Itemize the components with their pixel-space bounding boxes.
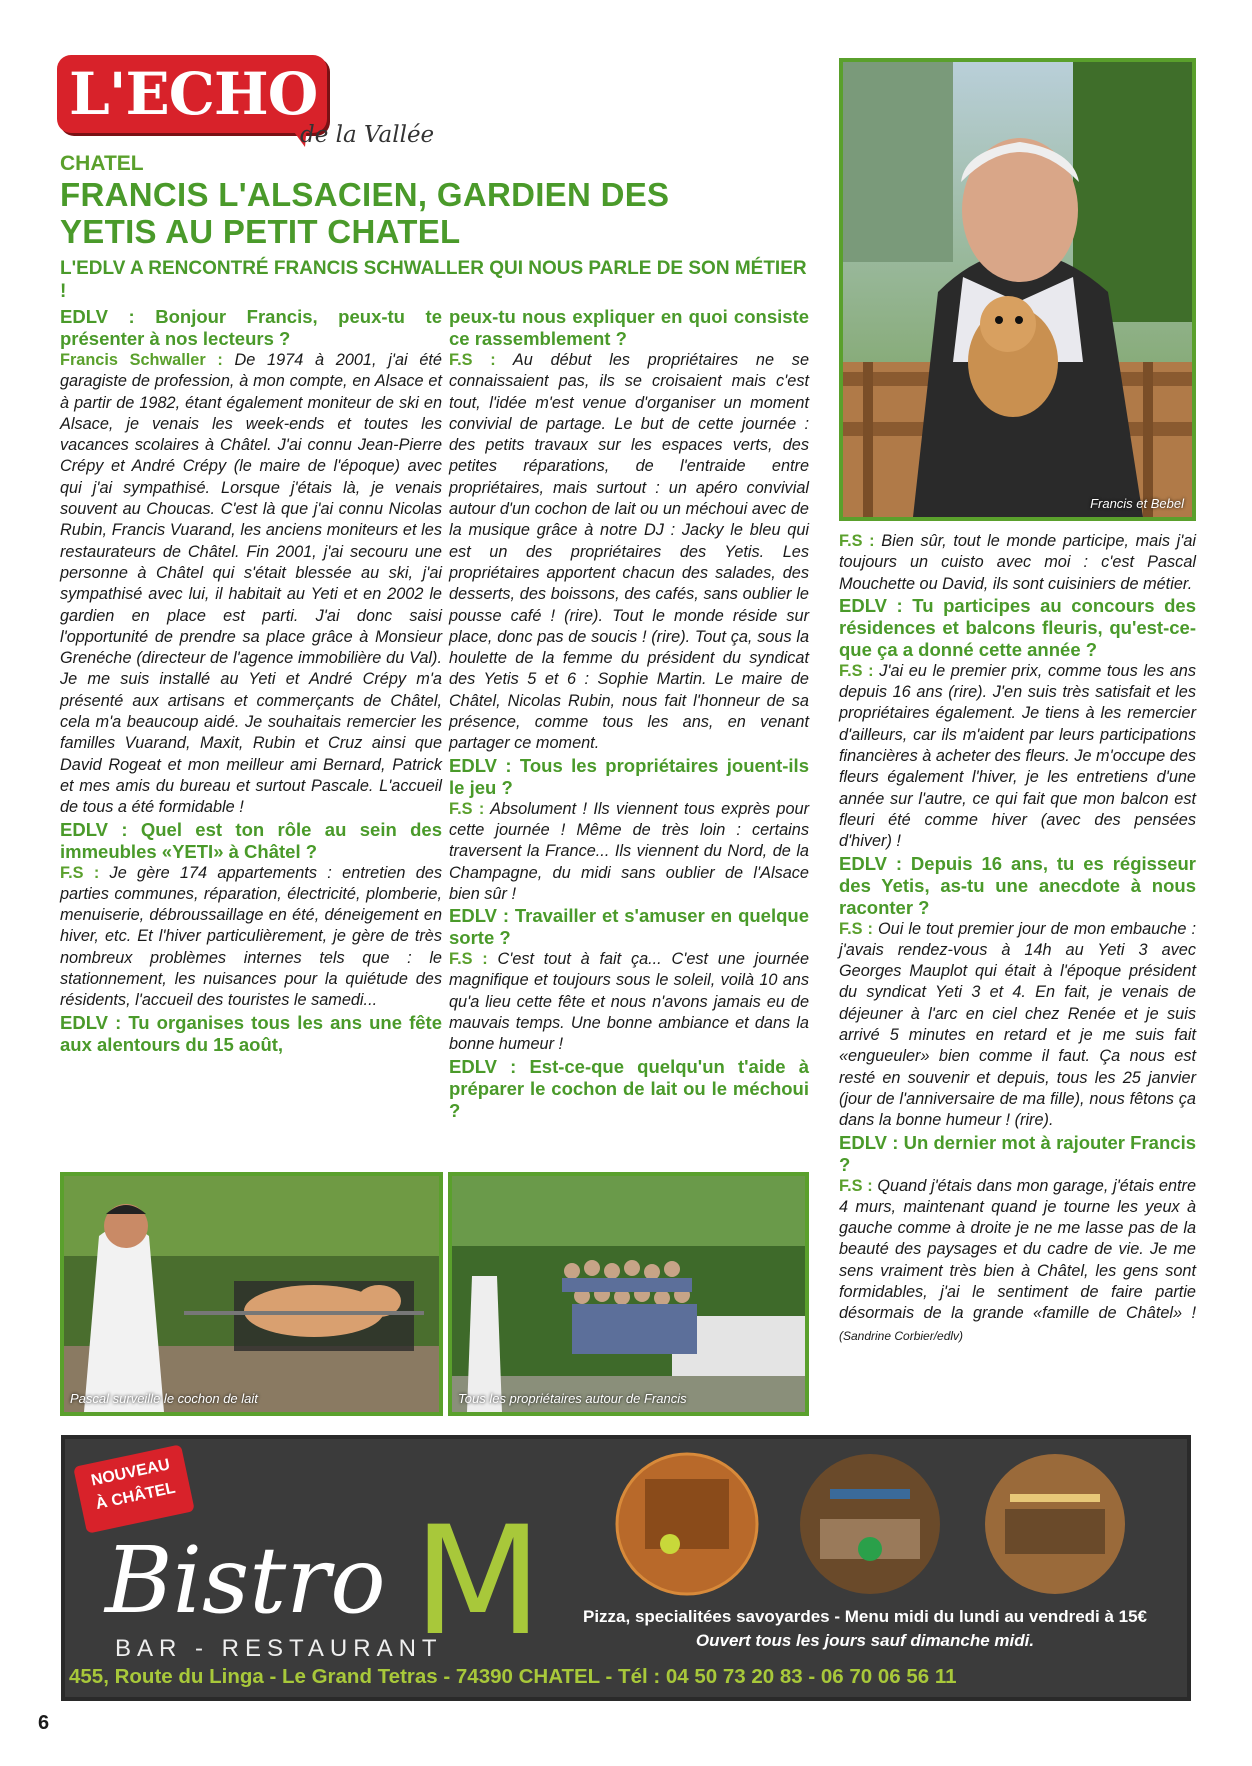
answer: Quand j'étais dans mon garage, j'étais entre 4 murs, maintenant quand je tourne les yeux à gauche comme à droite je ne me lasse pas de la beauté des paysages et du cadre de vie. Je me sens vraiment très bien à Châtel, les gens sont formidables, j'ai le sentiment de faire partie désormais de la grande «famille de Châtel» !: [839, 1176, 1197, 1323]
article-standfirst: L'EDLV A RENCONTRÉ FRANCIS SCHWALLER QUI NOUS PARLE DE SON MÉTIER !: [60, 258, 807, 302]
speaker: F.S :: [839, 661, 874, 680]
brand-name: Bistro: [105, 1527, 386, 1634]
question: EDLV : Est-ce-que quelqu'un t'aide à préparer le cochon de lait ou le méchoui ?: [449, 1055, 809, 1121]
photo-pascal-caption: Pascal surveille le cochon de lait: [70, 1391, 258, 1406]
speaker: F.S :: [449, 950, 488, 969]
answer: Au début les propriétaires ne se connaissaient pas, ils se croisaient mais c'est tout, l'idée m'est venue d'organiser un moment convivial de partage. Le but de cette journée : des petits travaux sur les espaces verts, des petites réparations, de l'entraide entre propriétaires, mais surtout : un apéro convivial autour d'un cochon de lait ou un méchoui avec de la musique grâce à notre DJ : Jacky le bleu qui est un des propriétaires des Yetis. Les propriétaires apportent chacun des salades, des desserts, des boissons, des cafés, sans oublier le pousse café ! (rire). Tout le monde réside sur place, donc pas de soucis ! (rire). Tout ça, sous la houlette de la femme du président du syndicat des Yetis 5 et 6 : Sophie Martin. Le maire de Châtel, Nicolas Rubin, nous fait l'honneur de sa présence, comme tous les ans, en venant partager ce moment.: [449, 351, 809, 753]
photo-francis: [839, 58, 1196, 521]
answer: J'ai eu le premier prix, comme tous les ans depuis 16 ans (rire). J'en suis très satisfait et les propriétaires également. Je tiens à les remercier d'ailleurs, car ils m'aident par leurs participations financières à acheter des fleurs. Je m'occupe des fleurs également l'hiver, je les entretiens d'une année sur l'autre, ce qui fait que mon balcon est fleuri été comme hiver (avec des pensées d'hiver) !: [839, 661, 1197, 851]
answer: Bien sûr, tout le monde participe, mais j'ai toujours un cuisto avec moi : c'est Pascal Mouchette ou David, ils sont cuisiniers de métier.: [839, 532, 1197, 593]
question: EDLV : Bonjour Francis, peux-tu te présenter à nos lecteurs ?: [60, 306, 442, 349]
logo-subtitle: de la Vallée: [300, 122, 435, 148]
question: EDLV : Quel est ton rôle au sein des immeubles «YETI» à Châtel ?: [60, 818, 442, 862]
photo-pascal: [60, 1172, 443, 1416]
question: EDLV : Depuis 16 ans, tu es régisseur des Yetis, as-tu une anecdote à nous raconter ?: [839, 852, 1196, 918]
question: EDLV : Tu organises tous les ans une fête aux alentours du 15 août,: [60, 1011, 442, 1055]
article-column-1: [60, 306, 442, 1056]
ad-offer-line: Pizza, specialitées savoyardes - Menu midi du lundi au vendredi à 15€: [582, 1607, 1148, 1626]
new-badge-line2: À CHÂTEL: [94, 1479, 177, 1514]
article-column-3: [839, 531, 1196, 1347]
answer: Oui le tout premier jour de mon embauche : j'avais rendez-vous à 14h au Yeti 3 avec Georges Mauplot qui était à l'époque président du syndicat Yeti 3 et 4. En fait, je venais de déjeuner à l'arc en ciel chez Renée et je suis arrivé 5 minutes en retard et je me suis fait «engueuler» bien comme il faut. Ça nous est resté en souvenir et depuis, tous les 25 janvier (jour de l'anniversaire de ma fille), nous fêtons ça dans la bonne humeur ! (rire).: [839, 919, 1196, 1130]
brand-tagline: BAR - RESTAURANT: [115, 1635, 443, 1662]
new-badge-line1: NOUVEAU: [89, 1456, 172, 1490]
question: EDLV : Tu participes au concours des résidences et balcons fleuris, qu'est-ce-que ça a donné cette année ?: [839, 594, 1196, 660]
ad-opening-hours: Ouvert tous les jours sauf dimanche midi.: [695, 1631, 1035, 1650]
logo-title: L'ECHO: [69, 60, 318, 128]
speaker: F.S :: [839, 1176, 873, 1195]
photo-owners-caption: Tous les propriétaires autour de Francis: [458, 1391, 687, 1406]
photo-owners: [448, 1172, 809, 1416]
page-number: 6: [38, 1712, 50, 1734]
answer: Je gère 174 appartements : entretien des parties communes, réparation, électricité, plomberie, menuiserie, débroussaillage en été, déneigement en hiver, etc. Et l'hiver particulièrement, je gère de très nombreux problèmes internes tels que : le stationnement, les nuisances pour la quiétude des résidents, l'accueil des touristes le samedi...: [60, 863, 442, 1010]
new-badge: [73, 1444, 195, 1533]
answer: Absolument ! Ils viennent tous exprès pour cette journée ! Même de très loin : certains traversent la France... Ils viennent du Nord, de la Champagne, du midi sans oublier de l'Alsace bien sûr !: [449, 799, 809, 903]
question: EDLV : Tous les propriétaires jouent-ils le jeu ?: [449, 754, 809, 798]
logo: [57, 55, 327, 155]
speaker: F.S :: [60, 863, 100, 882]
speaker: F.S :: [449, 351, 496, 369]
photo-pascal-image: [64, 1176, 439, 1412]
speaker: Francis Schwaller :: [60, 351, 223, 369]
question: peux-tu nous expliquer en quoi consiste ce rassemblement ?: [449, 306, 809, 349]
speaker: F.S :: [839, 919, 873, 938]
restaurant-photos: [615, 1449, 1175, 1599]
article-credit: (Sandrine Corbier/edlv): [839, 1328, 964, 1343]
speaker: F.S :: [839, 532, 875, 550]
photo-francis-image: [843, 62, 1192, 517]
question: EDLV : Un dernier mot à rajouter Francis ?: [839, 1131, 1196, 1175]
article-kicker: CHATEL: [60, 152, 144, 175]
photo-francis-caption: Francis et Bebel: [1090, 496, 1184, 511]
ad-address: 455, Route du Linga - Le Grand Tetras - 74390 CHATEL - Tél : 04 50 73 20 83 - 06 70 06 56 11: [69, 1665, 957, 1688]
article-headline: FRANCIS L'ALSACIEN, GARDIEN DES YETIS AU PETIT CHATEL: [60, 176, 670, 250]
bistro-advert: [61, 1435, 1191, 1701]
brand-m: M: [413, 1495, 543, 1669]
article-column-2: [449, 306, 809, 1122]
speaker: F.S :: [449, 799, 485, 818]
answer: De 1974 à 2001, j'ai été garagiste de profession, à mon compte, en Alsace et à partir de 1982, étant également moniteur de ski en Alsace, je venais les week-ends et toutes les vacances scolaires à Châtel. J'ai connu Jean-Pierre Crépy et André Crépy (le maire de l'époque) avec qui j'ai sympathisé. Lorsque j'étais là, je venais souvent au Choucas. C'est là que j'ai connu Nicolas Rubin, Francis Vuarand, les anciens moniteurs et les restaurateurs de Châtel. Fin 2001, j'ai secouru une personne à Châtel qui s'était blessée au ski, j'ai sympathisé avec lui, il habitait au Yeti et en 2002 le gardien en place est parti. J'ai donc saisi l'opportunité de prendre sa place grâce à Monsieur Grenéche (directeur de l'agence immobilière du Val). Je me suis installé au Yeti et André Crépy m'a présenté aux artisans et commerçants de Châtel, cela m'a beaucoup aidé. Je souhaitais remercier les familles Vuarand, Maxit, Rubin et Cruz ainsi que David Rogeat et mon meilleur ami Bernard, Patrick et mes amis du bureau et surtout Pascale. L'accueil de tous a été formidable !: [60, 351, 442, 817]
answer: C'est tout à fait ça... C'est une journée magnifique et toujours sous le soleil, voilà 10 ans qu'a lieu cette fête et nous n'avons jamais eu de mauvais temps. Une bonne ambiance et dans la bonne humeur !: [449, 950, 809, 1054]
question: EDLV : Travailler et s'amuser en quelque sorte ?: [449, 905, 809, 949]
photo-owners-image: [452, 1176, 805, 1412]
